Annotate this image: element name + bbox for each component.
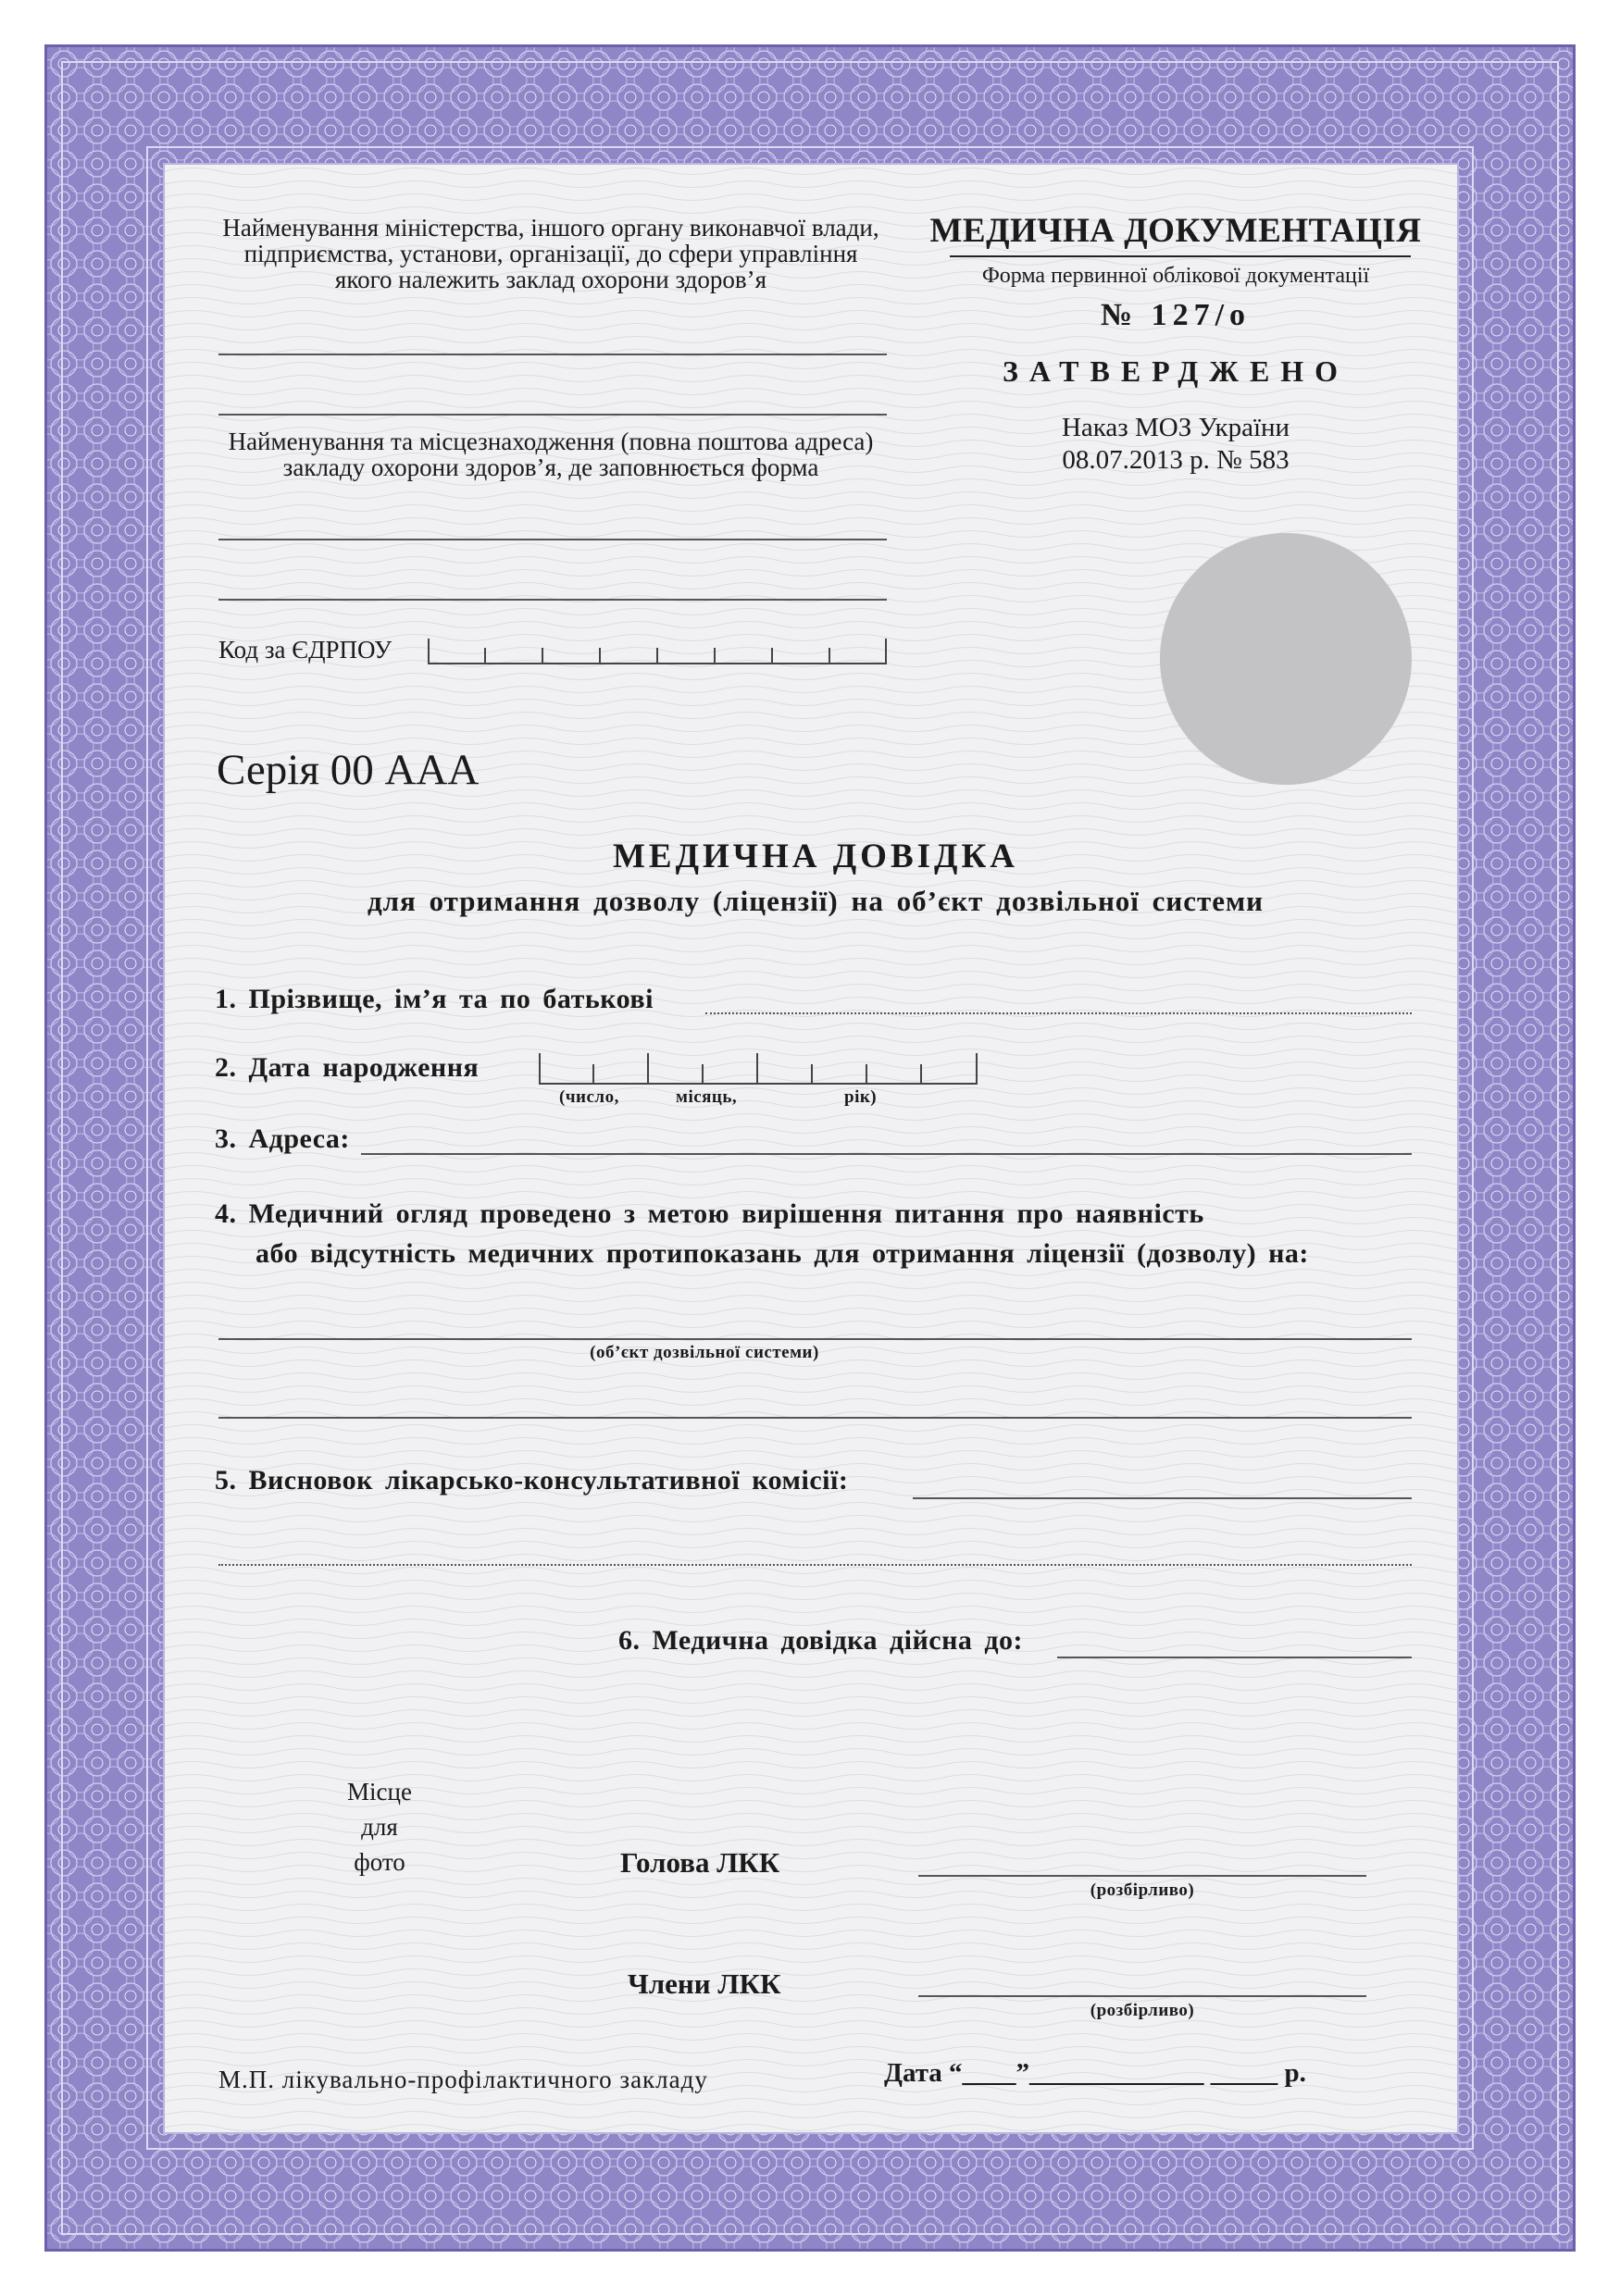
date-hint-day: (число, — [559, 1087, 619, 1107]
institution-caption: Найменування та місцезнаходження (повна поштова адреса) закладу охорони здоров’я, де заповнюється форма — [228, 428, 874, 481]
photo-placeholder[interactable] — [319, 1774, 440, 1880]
item-6-label: 6. Медична довідка дійсна до: — [618, 1625, 1024, 1656]
birth-date-boxes[interactable] — [539, 1053, 978, 1085]
document-title: МЕДИЧНА ДОВІДКА — [612, 838, 1019, 875]
item-3-label: 3. Адреса: — [215, 1123, 350, 1154]
commission-members-signature-field[interactable] — [918, 1995, 1366, 1997]
commission-head-signature-field[interactable] — [918, 1875, 1366, 1877]
series-number: Серія 00 ААА — [217, 746, 480, 794]
item-1-label: 1. Прізвище, ім’я та по батькові — [215, 984, 654, 1014]
valid-until-field[interactable] — [1057, 1657, 1412, 1658]
stamp-circle — [1160, 533, 1412, 785]
form-number: № 127/о — [1100, 298, 1252, 332]
item-4-line-2: або відсутність медичних протипоказань для отримання ліцензії (дозволу) на: — [255, 1238, 1309, 1269]
commission-conclusion-field-2[interactable] — [218, 1564, 1412, 1566]
document-subtitle: для отримання дозволу (ліцензії) на об’єкт дозвільної системи — [367, 885, 1265, 917]
birth-date-ticks — [539, 1053, 978, 1085]
date-hint-year: рік) — [844, 1087, 878, 1107]
institution-field-line[interactable] — [218, 539, 887, 540]
edrpou-label: Код за ЄДРПОУ — [218, 636, 393, 664]
full-name-field[interactable] — [705, 1012, 1412, 1014]
item-4-line-1: 4. Медичний огляд проведено з метою вирішення питання про наявність — [215, 1198, 1204, 1229]
address-field[interactable] — [361, 1153, 1412, 1155]
photo-caption-line-3: фото — [354, 1848, 405, 1876]
date-field[interactable]: Дата “____”_____________ _____ р. — [884, 2058, 1306, 2088]
commission-head-hint: (розбірливо) — [1090, 1880, 1195, 1900]
ministry-field-line-2[interactable] — [218, 414, 887, 416]
photo-caption-line-1: Місце — [347, 1778, 412, 1806]
commission-members-label: Члени ЛКК — [628, 1967, 781, 2000]
order-reference — [916, 412, 1435, 477]
edrpou-ticks — [428, 639, 887, 664]
date-hint-month: місяць, — [676, 1087, 738, 1107]
title-underline — [950, 255, 1411, 257]
item-5-label: 5. Висновок лікарсько-консультативної комісії: — [215, 1465, 849, 1496]
edrpou-code-boxes[interactable] — [428, 639, 887, 664]
stamp-place-label: М.П. лікувально-профілактичного закладу — [218, 2066, 708, 2093]
medical-documentation-title: МЕДИЧНА ДОКУМЕНТАЦІЯ — [929, 212, 1422, 250]
permit-object-hint: (об’єкт дозвільної системи) — [590, 1343, 819, 1362]
commission-members-hint: (розбірливо) — [1090, 2001, 1195, 2020]
form-type-caption: Форма первинної облікової документації — [981, 264, 1370, 288]
order-line-1: Наказ МОЗ України — [1061, 413, 1290, 442]
approved-label: ЗАТВЕРДЖЕНО — [1002, 354, 1350, 388]
photo-caption-line-2: для — [361, 1813, 398, 1841]
permit-object-field-2[interactable] — [218, 1417, 1412, 1419]
commission-head-label: Голова ЛКК — [620, 1846, 780, 1879]
ministry-caption: Найменування міністерства, іншого органу виконавчої влади, підприємства, установи, організації, до сфери управління якого належить заклад охорони здоров’я — [222, 214, 879, 293]
order-line-2: 08.07.2013 р. № 583 — [1062, 445, 1290, 475]
item-2-label: 2. Дата народження — [215, 1052, 480, 1083]
commission-conclusion-field[interactable] — [913, 1497, 1412, 1499]
permit-object-field[interactable] — [218, 1338, 1412, 1340]
ministry-field-line[interactable] — [218, 354, 887, 355]
institution-field-line-2[interactable] — [218, 599, 887, 601]
